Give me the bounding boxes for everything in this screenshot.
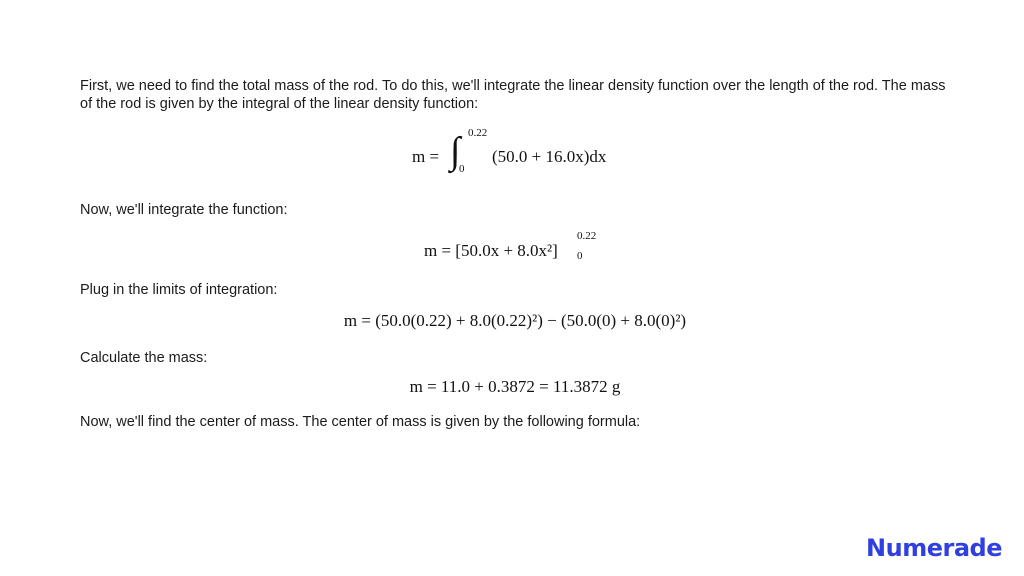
integral-lower-limit: 0 [459,163,465,175]
equation-mass-integral [80,129,950,185]
antiderivative-expression: m = [50.0x + 8.0x²] [424,241,558,260]
paragraph-integrate: Now, we'll integrate the function: [80,202,288,218]
integrand: (50.0 + 16.0x)dx [492,147,607,166]
equation-mass-result: m = 11.0 + 0.3872 = 11.3872 g [409,377,621,396]
integral-upper-limit: 0.22 [468,127,488,139]
equation-antiderivative [80,230,950,273]
antiderivative-lower-limit: 0 [577,250,583,262]
numerade-logo: Numerade [866,534,1002,562]
paragraph-center-of-mass: Now, we'll find the center of mass. The center of mass is given by the following formula: [80,414,641,430]
solution-content [80,77,950,431]
integral-sign-icon: ∫ [450,130,461,172]
paragraph-plug-limits: Plug in the limits of integration: [80,282,278,298]
paragraph-calculate-mass: Calculate the mass: [80,350,208,366]
equation-evaluated-limits: m = (50.0(0.22) + 8.0(0.22)²) − (50.0(0) + 8.0(0)²) [343,311,687,330]
equation-lhs: m = [412,147,440,166]
paragraph-intro: First, we need to find the total mass of the rod. To do this, we'll integrate the linear density function over the length of the rod. The mass of the rod is given by the integral of the linear density function: [80,78,946,112]
antiderivative-upper-limit: 0.22 [577,230,597,242]
